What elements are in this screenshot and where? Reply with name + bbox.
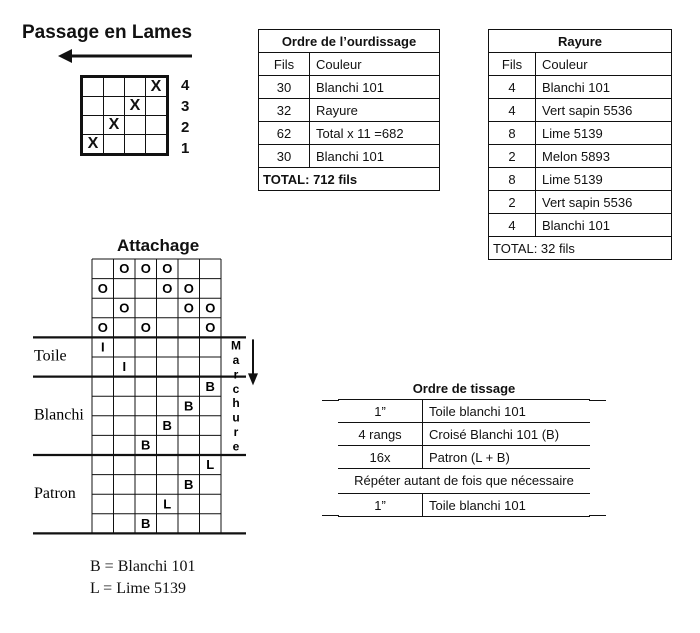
- tieup-mark: O: [205, 320, 216, 336]
- down-arrow-icon: [248, 339, 258, 385]
- couleur-cell: Lime 5139: [536, 168, 672, 191]
- tieup-title: Attachage: [117, 236, 200, 255]
- section-label: Blanchi: [34, 406, 84, 424]
- col-fils: Fils: [259, 53, 310, 76]
- marchure-letter: u: [232, 410, 240, 425]
- table-rule: [589, 400, 606, 401]
- tieup-mark: O: [183, 280, 194, 296]
- marchure-letter: r: [233, 424, 239, 439]
- fils-cell: 2: [489, 145, 536, 168]
- weaving-order-table: [338, 377, 590, 517]
- shaft-number: 4: [181, 77, 190, 94]
- fils-cell: 8: [489, 122, 536, 145]
- couleur-cell: Melon 5893: [536, 145, 672, 168]
- weaving-row: [338, 423, 590, 446]
- tieup-mark: O: [162, 261, 173, 277]
- treadle-mark: B: [162, 418, 172, 434]
- marchure-letter: a: [232, 352, 240, 367]
- fils-cell: 4: [489, 214, 536, 237]
- treadle-mark: B: [141, 516, 151, 532]
- stripe-title: Rayure: [489, 30, 672, 53]
- col-couleur: Couleur: [310, 53, 440, 76]
- table-rule: [322, 515, 339, 516]
- weaving-order-title: Ordre de tissage: [338, 377, 590, 400]
- stripe-total: TOTAL: 32 fils: [489, 237, 672, 260]
- weaving-row: [338, 400, 590, 423]
- tieup-mark: O: [140, 320, 151, 336]
- weaving-amount: 16x: [338, 446, 423, 469]
- treadle-mark: B: [205, 378, 215, 394]
- treadle-mark: I: [100, 339, 105, 355]
- fils-cell: 30: [259, 76, 310, 99]
- weaving-last-amount: 1”: [338, 494, 423, 517]
- fils-cell: 62: [259, 122, 310, 145]
- couleur-cell: Total x 11 =682: [310, 122, 440, 145]
- treadle-mark: I: [122, 359, 127, 375]
- fils-cell: 2: [489, 191, 536, 214]
- tieup-mark: O: [205, 300, 216, 316]
- marchure-letter: h: [232, 396, 240, 411]
- marchure-letter: c: [232, 381, 240, 396]
- couleur-cell: Lime 5139: [536, 122, 672, 145]
- weaving-amount: 1”: [338, 400, 423, 423]
- couleur-cell: Blanchi 101: [536, 214, 672, 237]
- weaving-step: Patron (L + B): [423, 446, 591, 469]
- couleur-cell: Rayure: [310, 99, 440, 122]
- marchure-letter: r: [233, 367, 239, 382]
- repeat-note: Répéter autant de fois que nécessaire: [338, 469, 590, 494]
- weaving-step: Toile blanchi 101: [423, 400, 591, 423]
- section-label: Toile: [34, 347, 67, 365]
- col-fils: Fils: [489, 53, 536, 76]
- weaving-amount: 4 rangs: [338, 423, 423, 446]
- tieup-mark: O: [97, 320, 108, 336]
- col-couleur: Couleur: [536, 53, 672, 76]
- couleur-cell: Vert sapin 5536: [536, 191, 672, 214]
- fils-cell: 8: [489, 168, 536, 191]
- treadle-mark: L: [206, 457, 215, 473]
- treadle-mark: B: [184, 398, 194, 414]
- fils-cell: 32: [259, 99, 310, 122]
- shaft-number: 3: [181, 98, 190, 115]
- threading-cell: X: [104, 116, 125, 135]
- couleur-cell: Blanchi 101: [310, 145, 440, 168]
- tieup-mark: O: [140, 261, 151, 277]
- weaving-last-step: Toile blanchi 101: [423, 494, 591, 517]
- couleur-cell: Blanchi 101: [536, 76, 672, 99]
- fils-cell: 30: [259, 145, 310, 168]
- couleur-cell: Blanchi 101: [310, 76, 440, 99]
- marchure-letter: e: [232, 439, 240, 454]
- legend-lime: L = Lime 5139: [90, 580, 186, 597]
- marchure-letter: M: [231, 338, 241, 353]
- section-label: Patron: [34, 484, 76, 502]
- fils-cell: 4: [489, 76, 536, 99]
- treadle-mark: B: [141, 437, 151, 453]
- fils-cell: 4: [489, 99, 536, 122]
- warping-order-title: Ordre de l’ourdissage: [259, 30, 440, 53]
- shaft-number: 2: [181, 119, 190, 136]
- table-rule: [589, 515, 606, 516]
- threading-cell: X: [146, 77, 168, 97]
- threading-cell: X: [82, 135, 104, 155]
- passage-title: Passage en Lames: [22, 22, 193, 43]
- weaving-row: [338, 446, 590, 469]
- tieup-mark: O: [119, 261, 130, 277]
- threading-cell: X: [125, 97, 146, 116]
- tieup-mark: O: [183, 300, 194, 316]
- couleur-cell: Vert sapin 5536: [536, 99, 672, 122]
- tieup-mark: O: [97, 280, 108, 296]
- tieup-mark: O: [119, 300, 130, 316]
- warping-total: TOTAL: 712 fils: [259, 168, 440, 191]
- legend-blanchi: B = Blanchi 101: [90, 558, 196, 575]
- treadle-mark: B: [184, 476, 194, 492]
- tieup-mark: O: [162, 280, 173, 296]
- shaft-number: 1: [181, 140, 190, 157]
- table-rule: [322, 400, 339, 401]
- treadle-mark: L: [163, 496, 172, 512]
- weaving-step: Croisé Blanchi 101 (B): [423, 423, 591, 446]
